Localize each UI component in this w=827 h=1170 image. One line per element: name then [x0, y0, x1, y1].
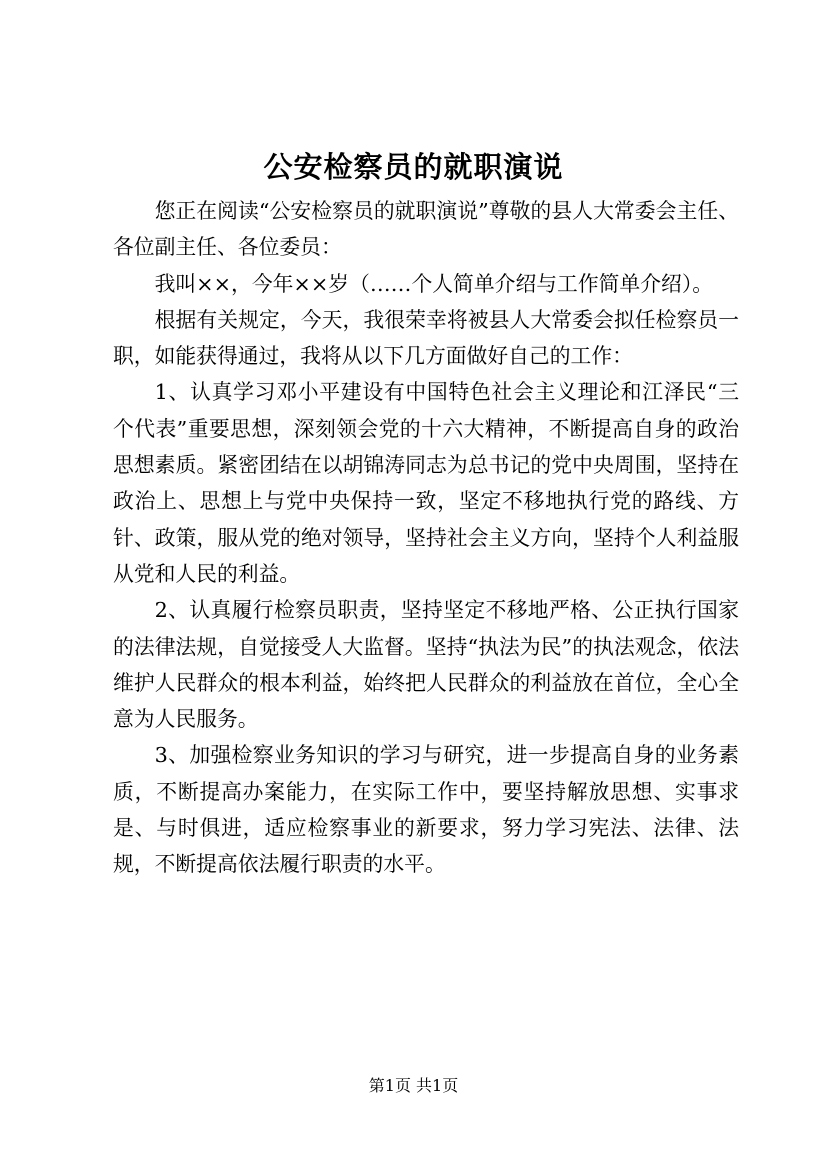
paragraph-point-3: 3、加强检察业务知识的学习与研究，进一步提高自身的业务素质，不断提高办案能力，在实际工作中，要坚持解放思想、实事求是、与时俱进，适应检察事业的新要求，努力学习宪法、法律、法规，不断提高依法履行职责的水平。 — [113, 743, 739, 877]
paragraph-appointment: 根据有关规定，今天，我很荣幸将被县人大常委会拟任检察员一职，如能获得通过，我将从以下几方面做好自己的工作： — [113, 307, 739, 369]
page-footer: 第1页 共1页 — [368, 1076, 459, 1095]
paragraph-point-1: 1、认真学习邓小平建设有中国特色社会主义理论和江泽民“三个代表”重要思想，深刻领会党的十六大精神，不断提高自身的政治思想素质。紧密团结在以胡锦涛同志为总书记的党中央周围，坚持在政治上、思想上与党中央保持一致，坚定不移地执行党的路线、方针、政策，服从党的绝对领导，坚持社会主义方向，坚持个人利益服从党和人民的利益。 — [113, 380, 739, 586]
document-body — [113, 193, 739, 883]
paragraph-introduction: 我叫××，今年××岁（……个人简单介绍与工作简单介绍）。 — [154, 271, 714, 296]
paragraph-greeting: 您正在阅读“公安检察员的就职演说”尊敬的县人大常委会主任、各位副主任、各位委员： — [113, 199, 739, 260]
paragraph-point-2: 2、认真履行检察员职责，坚持坚定不移地严格、公正执行国家的法律法规，自觉接受人大监督。坚持“执法为民”的执法观念，依法维护人民群众的根本利益，始终把人民群众的利益放在首位，全心全意为人民服务。 — [113, 598, 739, 732]
document-title: 公安检察员的就职演说 — [263, 150, 564, 184]
